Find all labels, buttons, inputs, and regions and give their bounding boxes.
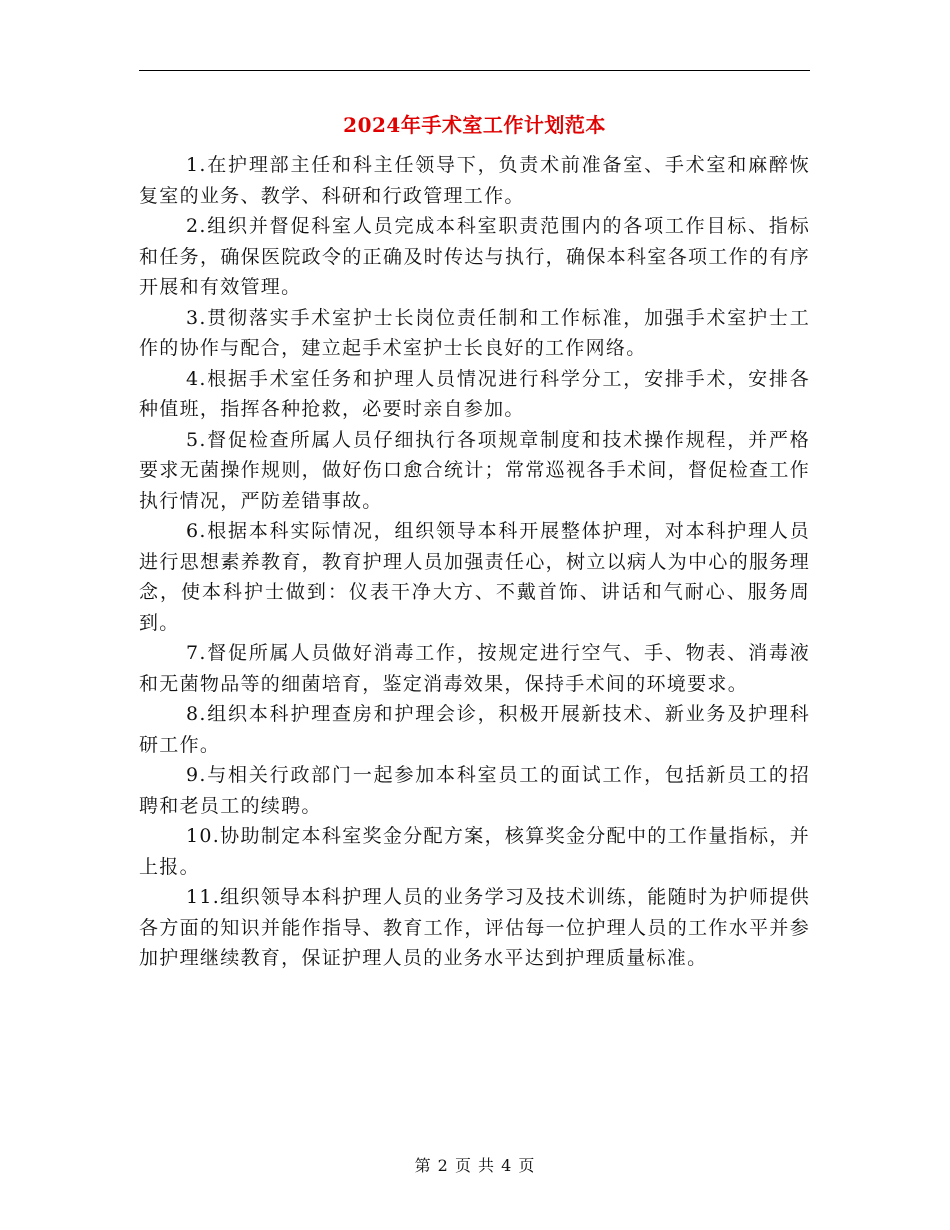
paragraph-10: 10.协助制定本科室奖金分配方案，核算奖金分配中的工作量指标，并上报。 xyxy=(139,825,810,878)
paragraph-9: 9.与相关行政部门一起参加本科室员工的面试工作，包括新员工的招聘和老员工的续聘。 xyxy=(139,764,810,817)
paragraph-7: 7.督促所属人员做好消毒工作，按规定进行空气、手、物表、消毒液和无菌物品等的细菌培育，鉴定消毒效果，保持手术间的环境要求。 xyxy=(139,642,810,695)
paragraph-6: 6.根据本科实际情况，组织领导本科开展整体护理，对本科护理人员进行思想素养教育，教育护理人员加强责任心，树立以病人为中心的服务理念，使本科护士做到：仪表干净大方、不戴首饰、讲话和气耐心、服务周到。 xyxy=(139,520,810,634)
paragraph-5: 5.督促检查所属人员仔细执行各项规章制度和技术操作规程，并严格要求无菌操作规则，做好伤口愈合统计；常常巡视各手术间，督促检查工作执行情况，严防差错事故。 xyxy=(139,428,810,512)
paragraph-8: 8.组织本科护理查房和护理会诊，积极开展新技术、新业务及护理科研工作。 xyxy=(139,703,810,756)
paragraph-4: 4.根据手术室任务和护理人员情况进行科学分工，安排手术，安排各种值班，指挥各种抢救，必要时亲自参加。 xyxy=(139,367,810,420)
page-number-label: 第 2 页 共 4 页 xyxy=(414,1156,536,1175)
page-footer xyxy=(0,1154,950,1178)
paragraph-3: 3.贯彻落实手术室护士长岗位责任制和工作标准，加强手术室护士工作的协作与配合，建立起手术室护士长良好的工作网络。 xyxy=(139,306,810,359)
paragraph-2: 2.组织并督促科室人员完成本科室职责范围内的各项工作目标、指标和任务，确保医院政令的正确及时传达与执行，确保本科室各项工作的有序开展和有效管理。 xyxy=(139,215,810,298)
paragraph-11: 11.组织领导本科护理人员的业务学习及技术训练，能随时为护师提供各方面的知识并能作指导、教育工作，评估每一位护理人员的工作水平并参加护理继续教育，保证护理人员的业务水平达到护理质量标准。 xyxy=(139,886,810,969)
document-body xyxy=(139,150,810,974)
header-rule xyxy=(139,70,810,71)
document-title: 2024年手术室工作计划范本 xyxy=(343,113,606,137)
paragraph-1: 1.在护理部主任和科主任领导下，负责术前准备室、手术室和麻醉恢复室的业务、教学、科研和行政管理工作。 xyxy=(139,154,810,207)
